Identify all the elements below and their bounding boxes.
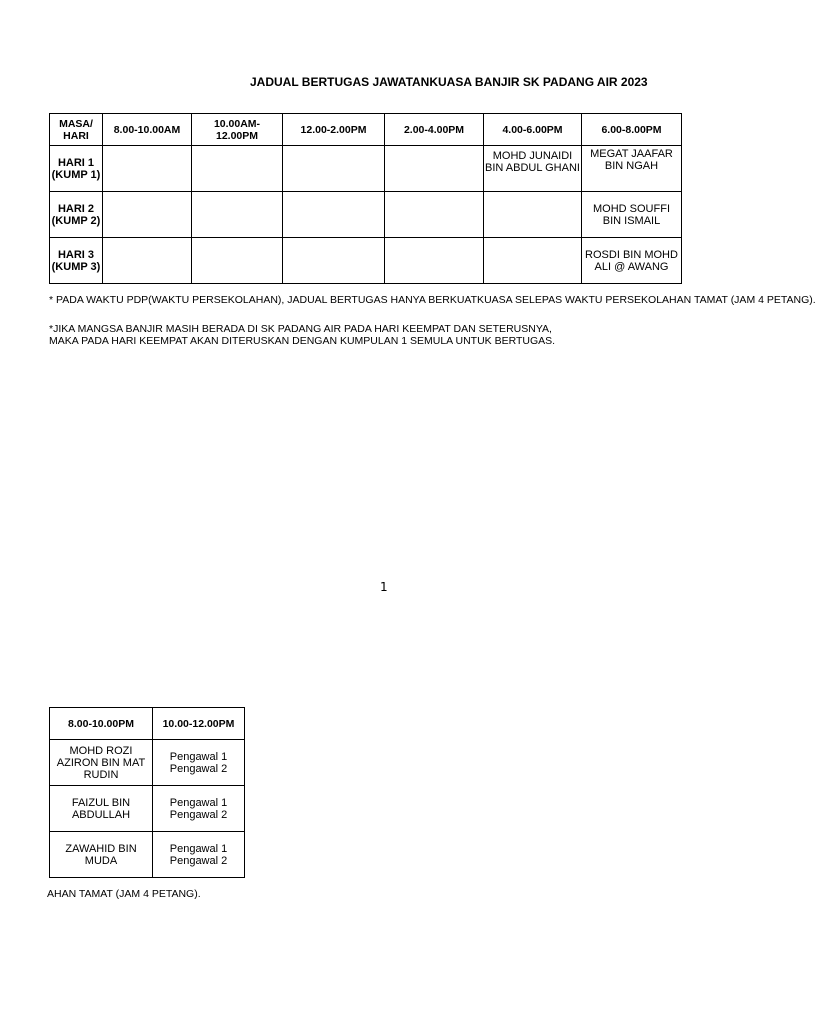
table-cell xyxy=(283,192,385,238)
header-slot-2: 10.00AM-12.00PM xyxy=(192,114,283,146)
header-night-slot-1: 8.00-10.00PM xyxy=(50,708,153,740)
document-title: JADUAL BERTUGAS JAWATANKUASA BANJIR SK PADANG AIR 2023 xyxy=(250,75,648,89)
header-masa-hari: MASA/ HARI xyxy=(50,114,103,146)
duty-schedule-table xyxy=(49,113,682,284)
table-row xyxy=(50,740,245,786)
table-cell xyxy=(484,192,582,238)
guard-roles: Pengawal 1 Pengawal 2 xyxy=(153,832,245,878)
page-number: 1 xyxy=(380,580,388,594)
night-duty-table xyxy=(49,707,245,878)
table-cell: MOHD JUNAIDI BIN ABDUL GHANI xyxy=(484,146,582,192)
table-cell: MOHD SOUFFI BIN ISMAIL xyxy=(582,192,682,238)
guard-roles: Pengawal 1 Pengawal 2 xyxy=(153,740,245,786)
header-slot-4: 2.00-4.00PM xyxy=(385,114,484,146)
table-cell: MEGAT JAAFAR BIN NGAH xyxy=(582,146,682,192)
table-cell xyxy=(283,146,385,192)
header-night-slot-2: 10.00-12.00PM xyxy=(153,708,245,740)
note-day4-line2: MAKA PADA HARI KEEMPAT AKAN DITERUSKAN DENGAN KUMPULAN 1 SEMULA UNTUK BERTUGAS. xyxy=(49,335,556,347)
table-cell xyxy=(192,146,283,192)
table-cell xyxy=(103,192,192,238)
table-cell xyxy=(283,238,385,284)
table-header-row xyxy=(50,708,245,740)
table-row xyxy=(50,192,682,238)
row-label: HARI 1 (KUMP 1) xyxy=(50,146,103,192)
header-slot-6: 6.00-8.00PM xyxy=(582,114,682,146)
header-slot-3: 12.00-2.00PM xyxy=(283,114,385,146)
row-label: HARI 2 (KUMP 2) xyxy=(50,192,103,238)
table-cell: ROSDI BIN MOHD ALI @ AWANG xyxy=(582,238,682,284)
officer-name: MOHD ROZI AZIRON BIN MAT RUDIN xyxy=(50,740,153,786)
table-cell xyxy=(385,146,484,192)
note-pdp: * PADA WAKTU PDP(WAKTU PERSEKOLAHAN), JADUAL BERTUGAS HANYA BERKUATKUASA SELEPAS WAKTU PERSEKOLAHAN TAMAT (JAM 4 PETANG). xyxy=(49,294,816,306)
table-row xyxy=(50,786,245,832)
officer-name: ZAWAHID BIN MUDA xyxy=(50,832,153,878)
table-cell xyxy=(103,238,192,284)
header-slot-1: 8.00-10.00AM xyxy=(103,114,192,146)
table-cell xyxy=(484,238,582,284)
guard-roles: Pengawal 1 Pengawal 2 xyxy=(153,786,245,832)
row-label: HARI 3 (KUMP 3) xyxy=(50,238,103,284)
table-cell xyxy=(385,192,484,238)
note-day4-line1: *JIKA MANGSA BANJIR MASIH BERADA DI SK PADANG AIR PADA HARI KEEMPAT DAN SETERUSNYA, xyxy=(49,323,552,335)
officer-name: FAIZUL BIN ABDULLAH xyxy=(50,786,153,832)
table-cell xyxy=(192,238,283,284)
table-cell xyxy=(103,146,192,192)
note-continuation: AHAN TAMAT (JAM 4 PETANG). xyxy=(47,888,201,900)
table-row xyxy=(50,238,682,284)
table-cell xyxy=(192,192,283,238)
table-row xyxy=(50,146,682,192)
table-row xyxy=(50,832,245,878)
table-header-row xyxy=(50,114,682,146)
header-slot-5: 4.00-6.00PM xyxy=(484,114,582,146)
table-cell xyxy=(385,238,484,284)
